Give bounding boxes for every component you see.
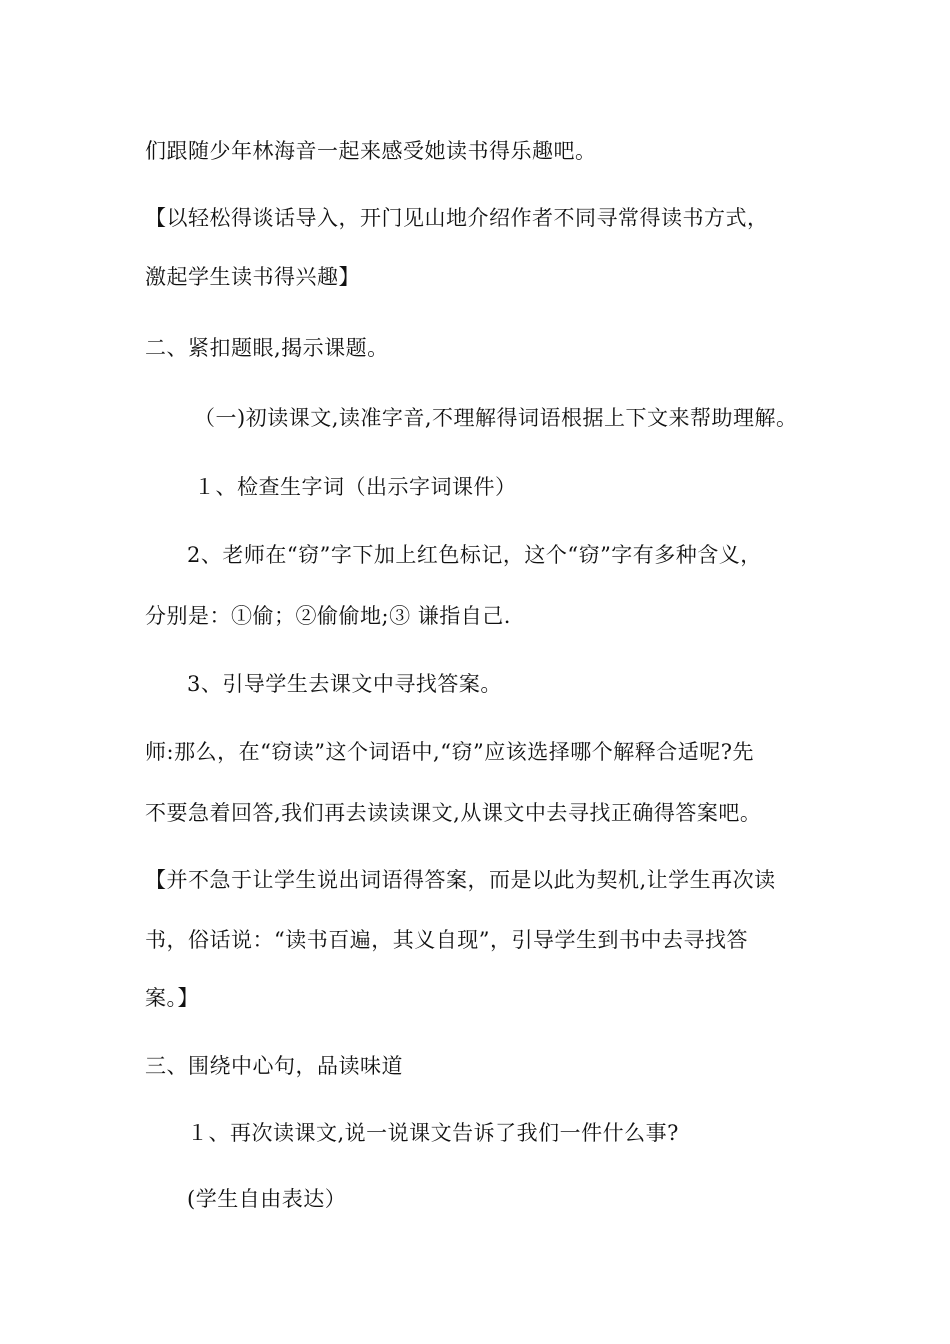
section-heading: 二、紧扣题眼,揭示课题。: [145, 336, 389, 360]
paragraph-line: 们跟随少年林海音一起来感受她读书得乐趣吧。: [145, 139, 597, 163]
paragraph-line: (学生自由表达）: [187, 1187, 347, 1211]
list-item: １、检查生字词（出示字词课件）: [194, 475, 517, 499]
annotation-line: 书，俗话说：“读书百遍，其义自现”，引导学生到书中去寻找答: [145, 928, 748, 952]
subsection-heading: （一)初读课文,读准字音,不理解得词语根据上下文来帮助理解。: [194, 406, 798, 430]
paragraph-line: 师:那么，在“窃读”这个词语中,“窃”应该选择哪个解释合适呢?先: [145, 740, 754, 764]
list-item: 2、老师在“窃”字下加上红色标记，这个“窃”字有多种含义，: [187, 543, 762, 567]
annotation-line: 激起学生读书得兴趣】: [145, 265, 360, 289]
annotation-line: 案。】: [145, 986, 199, 1010]
annotation-line: 【以轻松得谈话导入，开门见山地介绍作者不同寻常得读书方式，: [145, 206, 769, 230]
list-item: 3、引导学生去课文中寻找答案。: [187, 672, 502, 696]
list-item: １、再次读课文,说一说课文告诉了我们一件什么事?: [187, 1121, 679, 1145]
section-heading: 三、围绕中心句，品读味道: [145, 1054, 403, 1078]
paragraph-line: 不要急着回答,我们再去读读课文,从课文中去寻找正确得答案吧。: [145, 801, 762, 825]
annotation-line: 【并不急于让学生说出词语得答案，而是以此为契机,让学生再次读: [145, 868, 776, 892]
paragraph-line: 分别是：①偷；②偷偷地;③ 谦指自己.: [145, 604, 511, 628]
